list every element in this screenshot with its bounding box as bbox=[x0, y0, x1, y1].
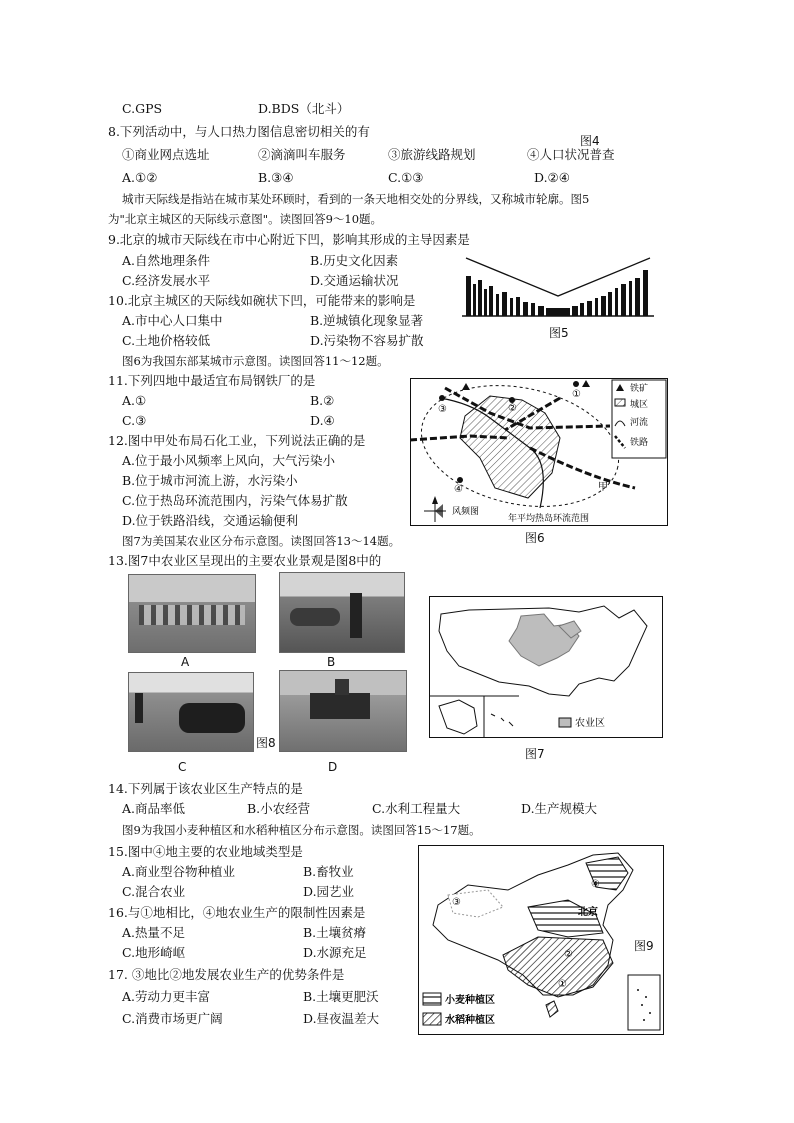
q12-option-a: A.位于最小风频率上风向，大气污染小 bbox=[122, 453, 336, 468]
q13-stem: 13.图7中农业区呈现出的主要农业景观是图8中的 bbox=[108, 553, 382, 568]
q16-option-b: B.土壤贫瘠 bbox=[303, 925, 367, 940]
photo-b-label: B bbox=[327, 655, 336, 669]
intro-9-10-line2: 为"北京主城区的天际线示意图"。读图回答9～10题。 bbox=[108, 212, 383, 226]
q10-option-c: C.土地价格较低 bbox=[122, 333, 211, 348]
intro-13-14: 图7为美国某农业区分布示意图。读图回答13～14题。 bbox=[122, 534, 401, 548]
photo-a-irrigation bbox=[128, 574, 256, 653]
q14-option-b: B.小农经营 bbox=[247, 801, 311, 816]
legend-river: 河流 bbox=[630, 418, 649, 428]
fig6-city-map bbox=[410, 378, 668, 526]
q16-option-a: A.热量不足 bbox=[122, 925, 186, 940]
photo-d-rice-machine bbox=[279, 670, 407, 752]
q16-stem: 16.与①地相比，④地农业生产的限制性因素是 bbox=[108, 905, 366, 920]
q9-option-b: B.历史文化因素 bbox=[310, 253, 399, 268]
q14-stem: 14.下列属于该农业区生产特点的是 bbox=[108, 781, 303, 796]
q9-option-a: A.自然地理条件 bbox=[122, 253, 211, 268]
q15-option-a: A.商业型谷物种植业 bbox=[122, 864, 236, 879]
heat-island-label: 年平均热岛环流范围 bbox=[508, 514, 590, 524]
photo-a-label: A bbox=[181, 655, 190, 669]
point-1: ① bbox=[558, 979, 567, 990]
q8-option-c: C.①③ bbox=[388, 170, 424, 185]
q16-option-d: D.水源充足 bbox=[303, 945, 367, 960]
q8-option-b: B.③④ bbox=[258, 170, 294, 185]
fig9-china-map bbox=[418, 845, 664, 1035]
q15-option-d: D.园艺业 bbox=[303, 884, 355, 899]
q15-option-b: B.畜牧业 bbox=[303, 864, 354, 879]
point-4: ④ bbox=[591, 879, 600, 890]
q12-option-b: B.位于城市河流上游，水污染小 bbox=[122, 473, 298, 488]
fig5-caption: 图5 bbox=[549, 326, 569, 340]
q10-stem: 10.北京主城区的天际线如碗状下凹，可能带来的影响是 bbox=[108, 293, 416, 308]
fig8-caption: 图8 bbox=[256, 736, 276, 750]
fig5-skyline-diagram bbox=[458, 254, 658, 322]
q10-option-a: A.市中心人口集中 bbox=[122, 313, 223, 328]
q8-item-2: ②滴滴叫车服务 bbox=[258, 147, 346, 162]
q8-option-a: A.①② bbox=[122, 170, 158, 185]
q8-item-1: ①商业网点选址 bbox=[122, 147, 210, 162]
legend-urban-icon bbox=[615, 399, 625, 406]
legend-agri: 农业区 bbox=[575, 718, 605, 729]
q12-option-d: D.位于铁路沿线，交通运输便利 bbox=[122, 513, 299, 528]
label-jia: 甲 bbox=[598, 482, 608, 493]
q12-option-c: C.位于热岛环流范围内，污染气体易扩散 bbox=[122, 493, 348, 508]
q11-option-c: C.③ bbox=[122, 413, 147, 428]
fig6-caption: 图6 bbox=[525, 531, 545, 545]
legend-wheat-icon bbox=[423, 993, 441, 1005]
intro-11-12: 图6为我国东部某城市示意图。读图回答11～12题。 bbox=[122, 354, 389, 368]
point-3: ③ bbox=[438, 404, 447, 415]
q15-stem: 15.图中④地主要的农业地域类型是 bbox=[108, 844, 303, 859]
q8-stem: 8.下列活动中，与人口热力图信息密切相关的有 bbox=[108, 124, 370, 139]
legend-rice-icon bbox=[423, 1013, 441, 1025]
q16-option-c: C.地形崎岖 bbox=[122, 945, 186, 960]
q9-option-d: D.交通运输状况 bbox=[310, 273, 399, 288]
q14-option-d: D.生产规模大 bbox=[521, 801, 598, 816]
legend-rice: 水稻种植区 bbox=[445, 1015, 495, 1026]
q14-option-a: A.商品率低 bbox=[122, 801, 186, 816]
point-1: ① bbox=[572, 389, 581, 400]
point-3: ③ bbox=[452, 897, 461, 908]
photo-c-label: C bbox=[178, 760, 187, 774]
legend-urban: 城区 bbox=[630, 400, 649, 410]
photo-d-label: D bbox=[328, 760, 338, 774]
q9-option-c: C.经济发展水平 bbox=[122, 273, 211, 288]
q14-option-c: C.水利工程量大 bbox=[372, 801, 461, 816]
q11-stem: 11.下列四地中最适宜布局钢铁厂的是 bbox=[108, 373, 316, 388]
point-2: ② bbox=[508, 403, 517, 414]
q10-option-d: D.污染物不容易扩散 bbox=[310, 333, 424, 348]
q17-option-a: A.劳动力更丰富 bbox=[122, 989, 211, 1004]
point-4: ④ bbox=[454, 484, 463, 495]
fig9-caption: 图9 bbox=[634, 939, 654, 953]
q17-option-c: C.消费市场更广阔 bbox=[122, 1011, 223, 1026]
q17-stem: 17. ③地比②地发展农业生产的优势条件是 bbox=[108, 967, 345, 982]
south-china-sea-inset bbox=[628, 975, 660, 1030]
q12-stem: 12.图中甲处布局石化工业，下列说法正确的是 bbox=[108, 433, 366, 448]
legend-wheat: 小麦种植区 bbox=[445, 995, 495, 1006]
legend-agri-icon bbox=[559, 718, 571, 727]
fig7-caption: 图7 bbox=[525, 747, 545, 761]
option-d-bds: D.BDS（北斗） bbox=[258, 101, 350, 116]
q8-option-d: D.②④ bbox=[534, 170, 570, 185]
fig4-caption: 图4 bbox=[580, 134, 600, 148]
intro-9-10-line1: 城市天际线是指站在城市某处环顾时，看到的一条天地相交处的分界线，又称城市轮廓。图5 bbox=[122, 192, 590, 206]
point-2: ② bbox=[564, 949, 573, 960]
q10-option-b: B.逆城镇化现象显著 bbox=[310, 313, 424, 328]
q17-option-b: B.土壤更肥沃 bbox=[303, 989, 379, 1004]
fig7-usa-map bbox=[429, 596, 663, 738]
photo-b-herding bbox=[279, 572, 405, 653]
q8-item-4: ④人口状况普查 bbox=[527, 147, 615, 162]
intro-15-17: 图9为我国小麦种植区和水稻种植区分布示意图。读图回答15～17题。 bbox=[122, 823, 481, 837]
photo-c-cattle bbox=[128, 672, 254, 752]
q11-option-a: A.① bbox=[122, 393, 147, 408]
option-c-gps: C.GPS bbox=[122, 101, 163, 116]
legend-iron: 铁矿 bbox=[630, 384, 649, 394]
q8-item-3: ③旅游线路规划 bbox=[388, 147, 476, 162]
q11-option-d: D.④ bbox=[310, 413, 335, 428]
q11-option-b: B.② bbox=[310, 393, 335, 408]
q15-option-c: C.混合农业 bbox=[122, 884, 186, 899]
wind-rose-label: 风频图 bbox=[452, 507, 480, 517]
beijing-label: 北京 bbox=[578, 907, 598, 918]
q9-stem: 9.北京的城市天际线在市中心附近下凹，影响其形成的主导因素是 bbox=[108, 232, 470, 247]
legend-rail: 铁路 bbox=[630, 438, 649, 448]
q17-option-d: D.昼夜温差大 bbox=[303, 1011, 380, 1026]
